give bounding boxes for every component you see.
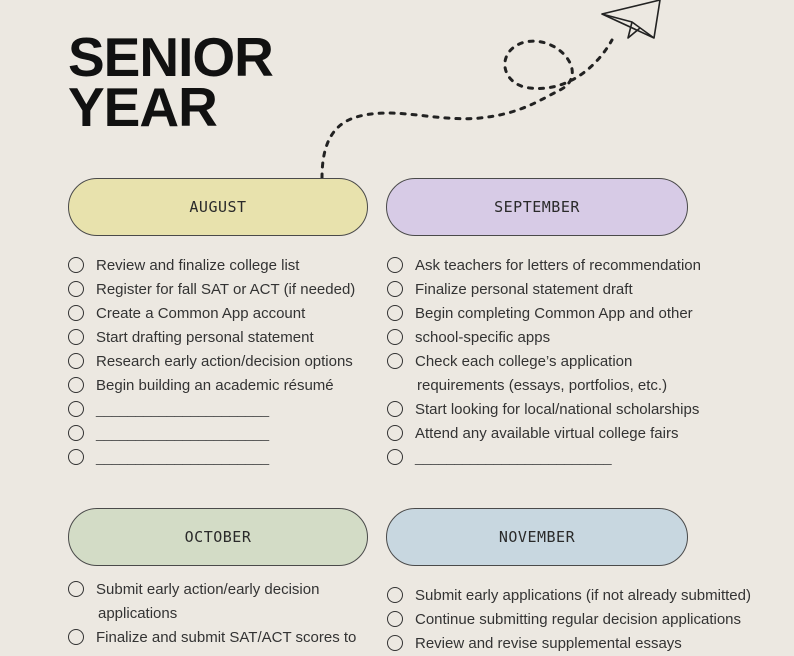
- checklist-item-blank: [68, 422, 355, 446]
- checkbox-circle[interactable]: [68, 281, 84, 297]
- item-text: applications: [98, 605, 178, 622]
- blank-line[interactable]: ______________________: [96, 425, 269, 442]
- checklist-item: [68, 578, 356, 602]
- blank-line[interactable]: ______________________: [96, 449, 269, 466]
- checkbox-circle[interactable]: [387, 401, 403, 417]
- august-checklist: [68, 254, 355, 470]
- title-line-1: SENIOR: [68, 26, 273, 88]
- checkbox-circle[interactable]: [387, 281, 403, 297]
- checklist-item: [68, 254, 355, 278]
- checklist-item: [387, 608, 751, 632]
- item-text: Create a Common App account: [96, 305, 306, 322]
- item-text: Finalize and submit SAT/ACT scores to: [96, 629, 357, 646]
- checklist-item: [387, 584, 751, 608]
- checkbox-circle[interactable]: [387, 425, 403, 441]
- item-text: Check each college’s application: [415, 353, 633, 370]
- item-text: Submit early action/early decision: [96, 581, 320, 598]
- checklist-item: [387, 302, 701, 326]
- checkbox-circle[interactable]: [68, 257, 84, 273]
- item-text: Begin completing Common App and other: [415, 305, 693, 322]
- checklist-item: [387, 398, 701, 422]
- item-text: Start drafting personal statement: [96, 329, 314, 346]
- checklist-item: [387, 350, 701, 374]
- blank-line[interactable]: ______________________: [96, 401, 269, 418]
- item-text: Review and finalize college list: [96, 257, 300, 274]
- item-text: school-specific apps: [415, 329, 551, 346]
- checkbox-circle[interactable]: [68, 581, 84, 597]
- checklist-item: [68, 626, 356, 650]
- checkbox-circle[interactable]: [387, 635, 403, 651]
- september-header: [386, 178, 688, 236]
- item-text: requirements (essays, portfolios, etc.): [417, 377, 668, 394]
- checklist-item-blank: [68, 446, 355, 470]
- checklist-item-continued: [387, 374, 701, 398]
- checklist-item: [68, 302, 355, 326]
- checklist-item: [68, 350, 355, 374]
- november-header: [386, 508, 688, 566]
- november-checklist: [387, 584, 751, 656]
- october-header: [68, 508, 368, 566]
- checkbox-circle[interactable]: [387, 587, 403, 603]
- item-text: Ask teachers for letters of recommendation: [415, 257, 701, 274]
- blank-line[interactable]: _________________________: [415, 449, 612, 466]
- item-text: Submit early applications (if not already submitted): [415, 587, 751, 604]
- checkbox-circle[interactable]: [68, 401, 84, 417]
- checkbox-circle[interactable]: [387, 449, 403, 465]
- checkbox-circle[interactable]: [68, 425, 84, 441]
- checklist-item: [387, 254, 701, 278]
- dotted-flight-path: [322, 40, 612, 178]
- checkbox-circle[interactable]: [68, 305, 84, 321]
- checkbox-circle[interactable]: [387, 257, 403, 273]
- item-text: Continue submitting regular decision applications: [415, 611, 742, 628]
- checklist-item: [68, 374, 355, 398]
- september-label: SEPTEMBER: [494, 198, 580, 216]
- october-checklist: [68, 578, 356, 650]
- checklist-item: [387, 278, 701, 302]
- checklist-item: [387, 422, 701, 446]
- item-text: Start looking for local/national scholarships: [415, 401, 700, 418]
- checklist-item: [68, 278, 355, 302]
- paper-plane-icon: [602, 0, 660, 38]
- page-title: [68, 26, 273, 138]
- checklist-item-blank: [387, 446, 701, 470]
- checklist-item-blank: [68, 398, 355, 422]
- checkbox-circle[interactable]: [387, 329, 403, 345]
- checklist-item: [68, 326, 355, 350]
- item-text: Begin building an academic résumé: [96, 377, 334, 394]
- checklist-item-continued: [68, 602, 356, 626]
- checkbox-circle[interactable]: [387, 353, 403, 369]
- august-header: [68, 178, 368, 236]
- item-text: Review and revise supplemental essays: [415, 635, 682, 652]
- checkbox-circle[interactable]: [68, 353, 84, 369]
- item-text: Register for fall SAT or ACT (if needed): [96, 281, 356, 298]
- checklist-item-continued: [387, 326, 701, 350]
- checkbox-circle[interactable]: [387, 305, 403, 321]
- checkbox-circle[interactable]: [68, 449, 84, 465]
- item-text: Research early action/decision options: [96, 353, 353, 370]
- checkbox-circle[interactable]: [387, 611, 403, 627]
- november-label: NOVEMBER: [498, 528, 576, 546]
- item-text: Finalize personal statement draft: [415, 281, 633, 298]
- title-line-2: YEAR: [68, 76, 217, 138]
- item-text: Attend any available virtual college fairs: [415, 425, 679, 442]
- october-label: OCTOBER: [184, 528, 252, 546]
- checkbox-circle[interactable]: [68, 629, 84, 645]
- september-checklist: [387, 254, 701, 470]
- august-label: AUGUST: [189, 198, 247, 216]
- checkbox-circle[interactable]: [68, 377, 84, 393]
- checklist-item: [387, 632, 751, 656]
- checkbox-circle[interactable]: [68, 329, 84, 345]
